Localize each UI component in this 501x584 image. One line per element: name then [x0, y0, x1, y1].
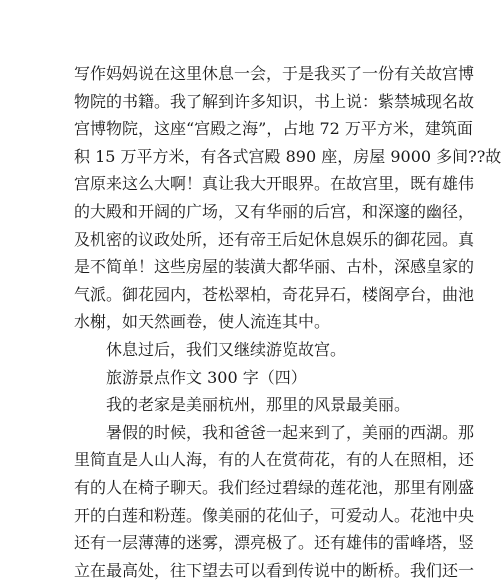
essay-text-block	[74, 60, 501, 584]
text-line: 有的人在椅子聊天。我们经过碧绿的莲花池，那里有刚盛	[74, 477, 475, 497]
text-line: 宫博物院，这座“宫殿之海”，占地 72 万平方米，建筑面	[74, 119, 473, 139]
paragraph-first-line: 暑假的时候，我和爸爸一起来到了，美丽的西湖。那	[106, 422, 475, 442]
text-line: 还有一层薄薄的迷雾，漂亮极了。还有雄伟的雷峰塔，竖	[74, 533, 475, 553]
text-line: 里简直是人山人海，有的人在赏荷花，有的人在照相，还	[74, 450, 475, 470]
text-line: 的大殿和开阔的广场，又有华丽的后宫，和深邃的幽径，	[74, 201, 475, 221]
text-line: 立在最高处，往下望去可以看到传说中的断桥。我们还一	[74, 560, 475, 580]
text-line: 写作妈妈说在这里休息一会，于是我买了一份有关故宫博	[74, 64, 475, 83]
text-line: 水榭，如天然画卷，使人流连其中。	[74, 312, 331, 332]
paragraph-first-line: 休息过后，我们又继续游览故宫。	[106, 339, 347, 359]
text-line: 宫原来这么大啊！真让我大开眼界。在故宫里，既有雄伟	[74, 174, 475, 194]
paragraph-first-line: 我的老家是美丽杭州，那里的风景最美丽。	[106, 395, 411, 415]
text-line: 气派。御花园内，苍松翠柏，奇花异石，楼阁亭台，曲池	[74, 284, 475, 304]
text-line: 物院的书籍。我了解到许多知识，书上说：紫禁城现名故	[74, 91, 475, 111]
text-line: 积 15 万平方米，有各式宫殿 890 座，房屋 9000 多间??故	[74, 146, 501, 166]
section-heading: 旅游景点作文 300 字（四）	[106, 367, 307, 387]
text-line: 是不简单！这些房屋的装潢大都华丽、古朴，深感皇家的	[74, 257, 475, 277]
text-line: 开的白莲和粉莲。像美丽的花仙子，可爱动人。花池中央	[74, 505, 475, 525]
text-line: 及机密的议政处所，还有帝王后妃休息娱乐的御花园。真	[74, 229, 475, 249]
